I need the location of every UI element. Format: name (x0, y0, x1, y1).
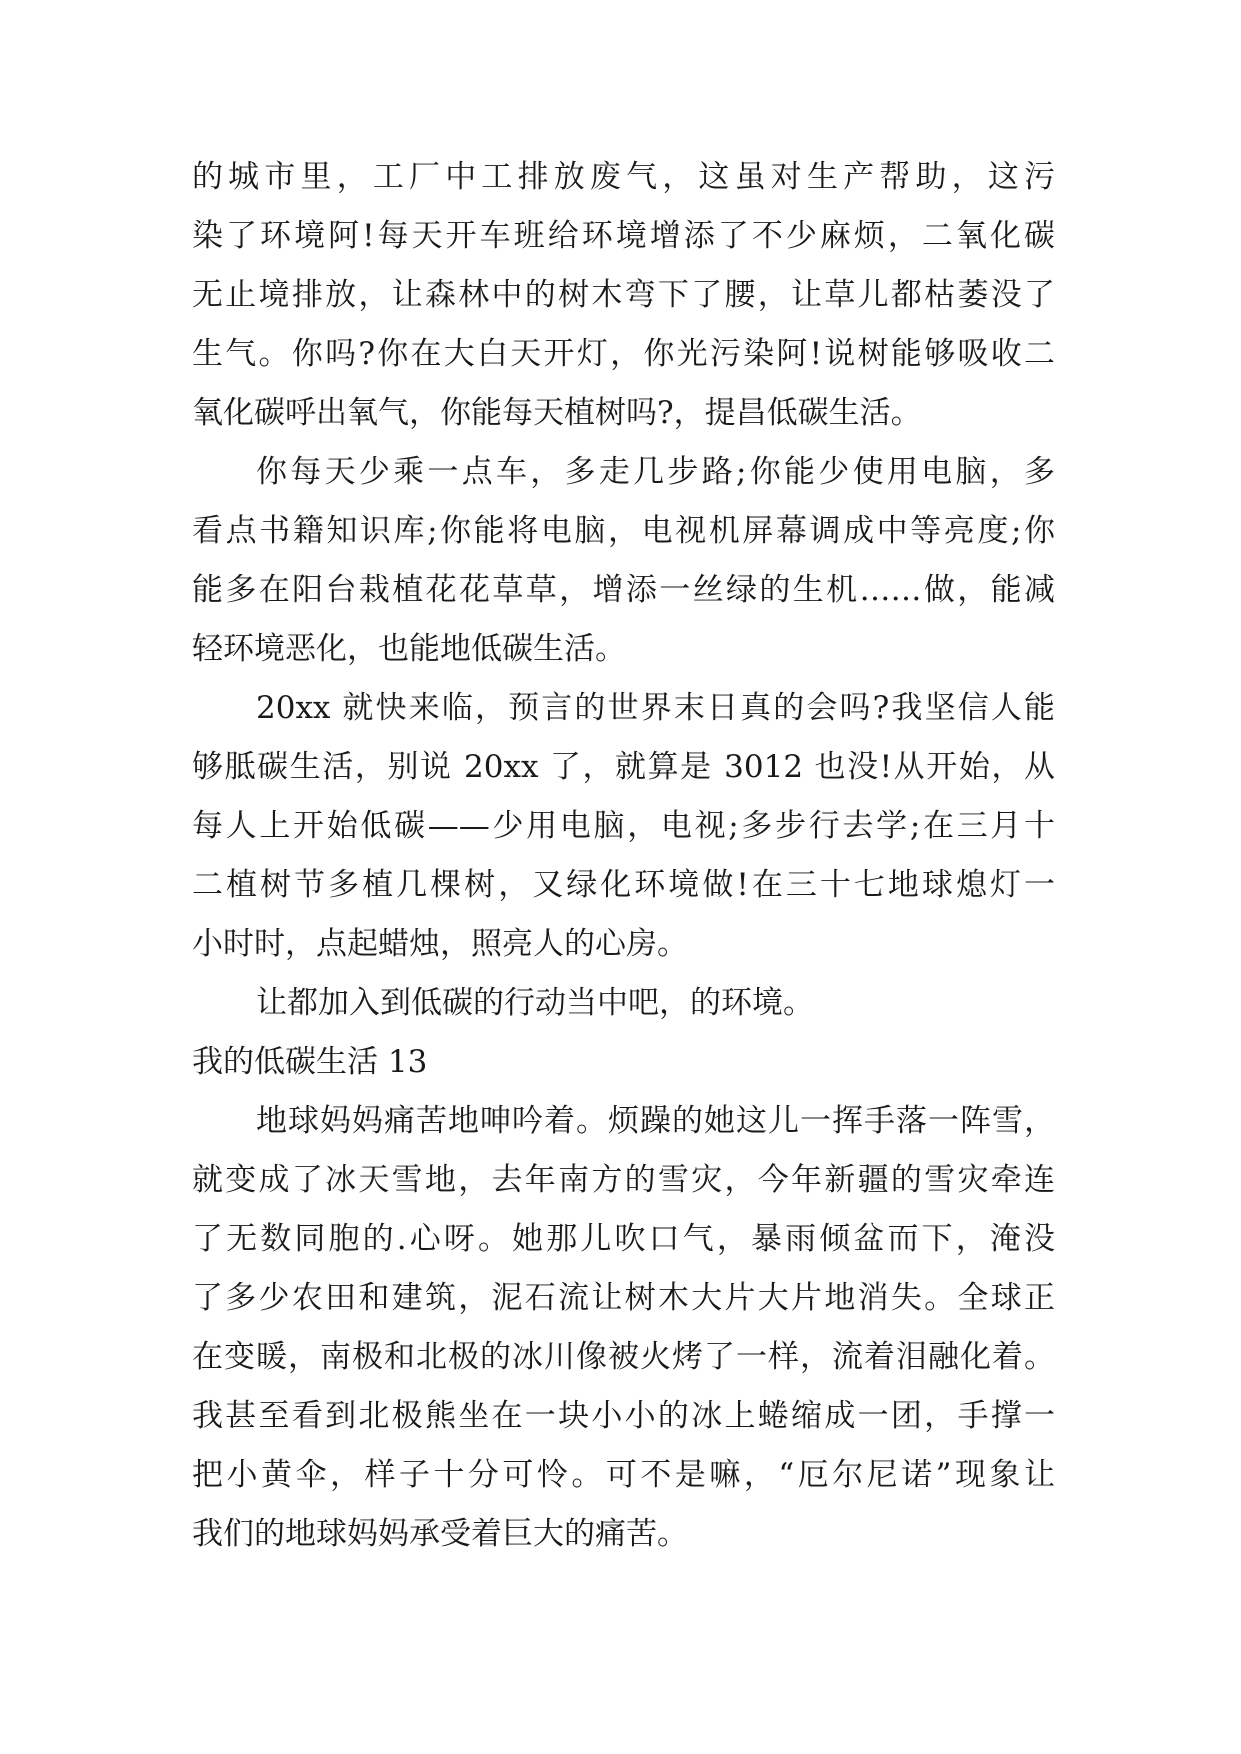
text-line: 的城市里，工厂中工排放废气，这虽对生产帮助，这污 (192, 159, 1055, 195)
text-line: 我们的地球妈妈承受着巨大的痛苦。 (192, 1516, 688, 1552)
text-line: 生气。你吗?你在大白天开灯，你光污染阿!说树能够吸收二 (192, 336, 1055, 372)
text-line: 了无数同胞的.心呀。她那儿吹口气，暴雨倾盆而下，淹没 (192, 1221, 1055, 1257)
section-heading: 我的低碳生活 13 (192, 1044, 428, 1080)
text-line: 染了环境阿!每天开车班给环境增添了不少麻烦，二氧化碳 (192, 218, 1055, 254)
text-line: 轻环境恶化，也能地低碳生活。 (192, 631, 626, 667)
text-line: 了多少农田和建筑，泥石流让树木大片大片地消失。全球正 (192, 1280, 1055, 1316)
paragraph-2 (192, 443, 1055, 679)
text-line: 氧化碳呼出氧气，你能每天植树吗?，提昌低碳生活。 (192, 395, 922, 431)
text-line: 你每天少乘一点车，多走几步路;你能少使用电脑，多 (256, 454, 1055, 490)
text-line: 看点书籍知识库;你能将电脑，电视机屏幕调成中等亮度;你 (192, 513, 1055, 549)
text-line: 地球妈妈痛苦地呻吟着。烦躁的她这儿一挥手落一阵雪， (256, 1103, 1055, 1139)
text-line: 每人上开始低碳——少用电脑，电视;多步行去学;在三月十 (192, 808, 1055, 844)
text-line: 就变成了冰天雪地，去年南方的雪灾，今年新疆的雪灾牵连 (192, 1162, 1055, 1198)
text-line: 无止境排放，让森林中的树木弯下了腰，让草儿都枯萎没了 (192, 277, 1055, 313)
document-page (192, 148, 1055, 1564)
text-line: 能多在阳台栽植花花草草，增添一丝绿的生机……做，能减 (192, 572, 1055, 608)
text-line: 把小黄伞，样子十分可怜。可不是嘛，“厄尔尼诺”现象让 (192, 1457, 1055, 1493)
text-line: 二植树节多植几棵树，又绿化环境做!在三十七地球熄灯一 (192, 867, 1055, 903)
text-line: 20xx 就快来临，预言的世界末日真的会吗?我坚信人能 (256, 690, 1055, 726)
paragraph-1 (192, 148, 1055, 443)
paragraph-3 (192, 679, 1055, 974)
text-line: 让都加入到低碳的行动当中吧，的环境。 (256, 985, 814, 1021)
text-line: 小时时，点起蜡烛，照亮人的心房。 (192, 926, 688, 962)
text-line: 我甚至看到北极熊坐在一块小小的冰上蜷缩成一团，手撑一 (192, 1398, 1055, 1434)
paragraph-4 (192, 974, 1055, 1033)
paragraph-5 (192, 1092, 1055, 1564)
text-line: 在变暖，南极和北极的冰川像被火烤了一样，流着泪融化着。 (192, 1339, 1055, 1375)
text-line: 够胝碳生活，别说 20xx 了，就算是 3012 也没!从开始，从 (192, 749, 1055, 785)
